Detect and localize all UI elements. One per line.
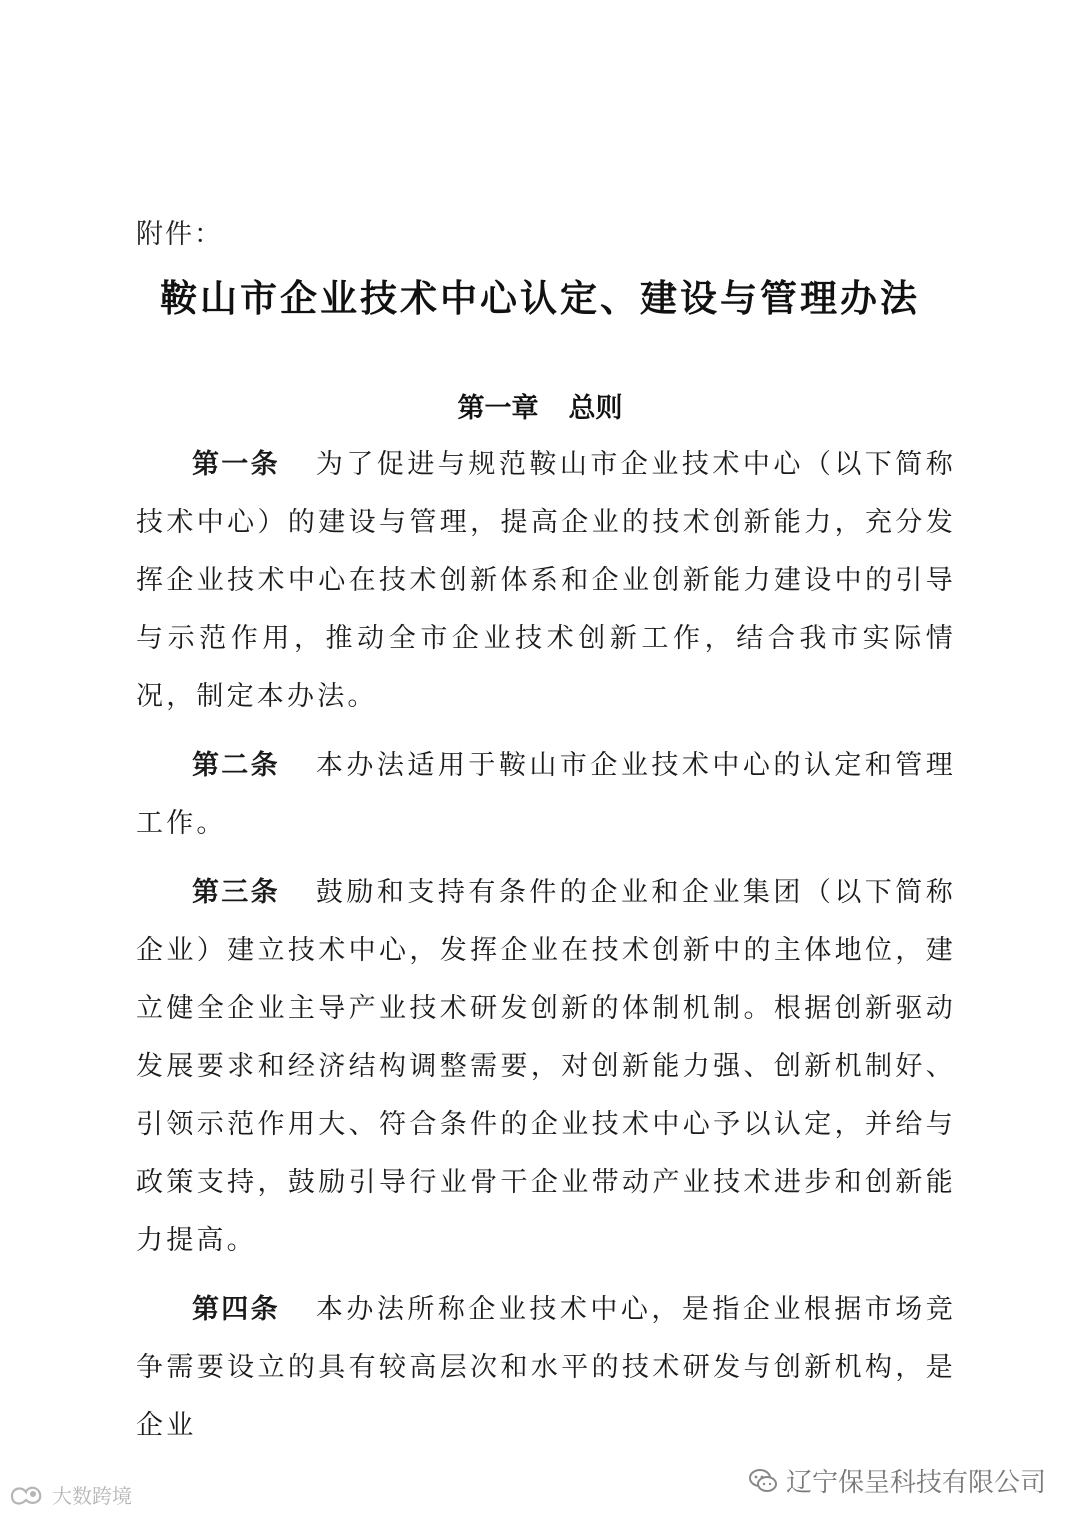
article-1 (136, 436, 956, 726)
chapter-name: 总则 (568, 393, 623, 424)
wechat-icon (748, 1468, 778, 1494)
article-3 (136, 864, 956, 1270)
article-text: 为了促进与规范鞍山市企业技术中心（以下简称技术中心）的建设与管理，提高企业的技术创新能力，充分发挥企业技术中心在技术创新体系和企业创新能力建设中的引导与示范作用，推动全市企业技术创新工作，结合我市实际情况，制定本办法。 (136, 449, 956, 712)
article-text: 本办法所称企业技术中心，是指企业根据市场竞争需要设立的具有较高层次和水平的技术研发与创新机构，是企业 (136, 1294, 956, 1441)
article-number: 第三条 (192, 877, 280, 908)
document-body (136, 436, 956, 1466)
document-title: 鞍山市企业技术中心认定、建设与管理办法 (160, 277, 920, 320)
article-4 (136, 1281, 956, 1455)
watermark-wechat (748, 1462, 1046, 1499)
article-2 (136, 737, 956, 853)
chapter-number: 第一章 (457, 393, 539, 424)
chapter-heading (0, 386, 1080, 425)
attachment-label: 附件： (136, 219, 223, 250)
watermark-right-text: 辽宁保呈科技有限公司 (785, 1468, 1046, 1498)
article-text: 鼓励和支持有条件的企业和企业集团（以下简称企业）建立技术中心，发挥企业在技术创新中的主体地位，建立健全企业主导产业技术研发创新的体制机制。根据创新驱动发展要求和经济结构调整需要，对创新能力强、创新机制好、引领示范作用大、符合条件的企业技术中心予以认定，并给与政策支持，鼓励引导行业骨干企业带动产业技术进步和创新能力提高。 (136, 877, 956, 1256)
article-number: 第一条 (192, 449, 280, 480)
article-text: 本办法适用于鞍山市企业技术中心的认定和管理工作。 (136, 750, 956, 839)
article-number: 第二条 (192, 750, 280, 781)
watermark-dashu (8, 1480, 132, 1509)
article-number: 第四条 (192, 1294, 280, 1325)
dashu-logo-icon (8, 1482, 46, 1508)
watermark-left-text: 大数跨境 (52, 1484, 132, 1508)
